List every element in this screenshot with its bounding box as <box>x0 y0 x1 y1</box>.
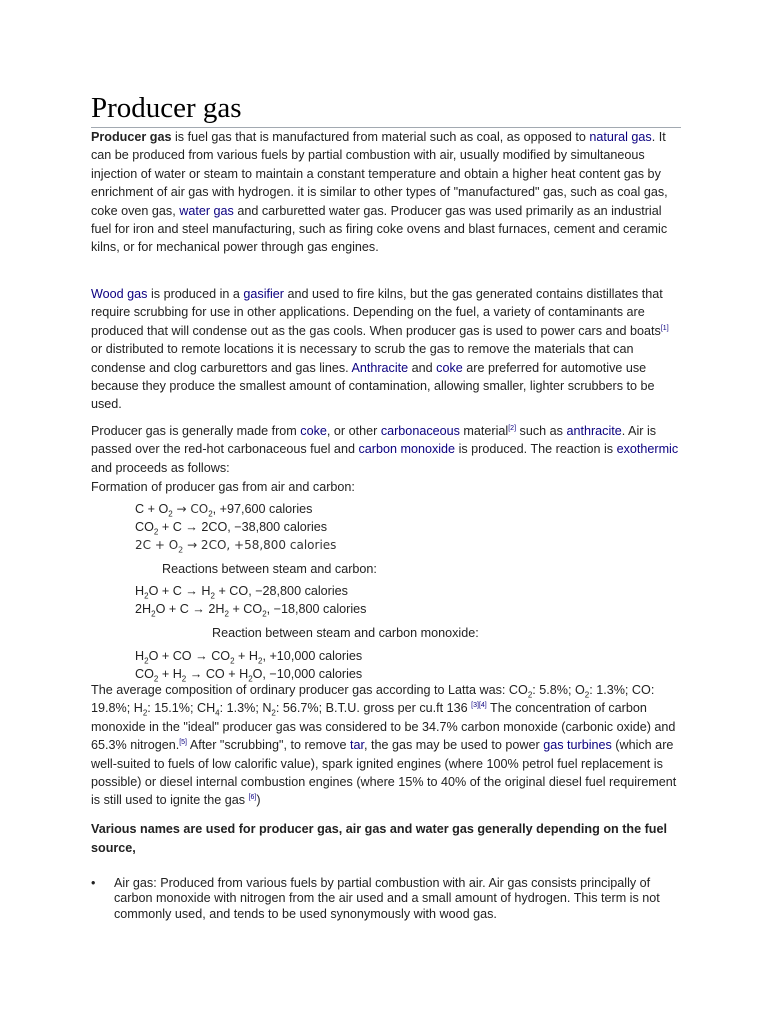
reference-3-4[interactable]: [3][4] <box>471 702 487 710</box>
gas-names-list <box>91 876 679 922</box>
link-natural-gas[interactable]: natural gas <box>589 130 652 144</box>
equation-4: $H_2O + C \to H_2$ + CO, −28,800 calories <box>135 584 348 601</box>
link-gas-turbines[interactable]: gas turbines <box>543 738 612 753</box>
link-anthracite[interactable]: Anthracite <box>351 360 409 375</box>
equation-7: $CO_2 + H_2$ → CO + $H_2O$, −10,000 calories <box>135 667 363 684</box>
reference-1[interactable]: [1] <box>660 324 669 332</box>
composition-paragraph: The average composition of ordinary producer gas according to Latta was: $CO_2$: 5.8%; $O_2$: 1.3%; CO: 19.8%; $H_2$: 15.1%; $CH_4$: 1.3%; $N_2$: 56.7%; B.T.U. gross per cu.ft 136 [3][4] The concentration of carbon monoxide in the "ideal" producer gas was considered to be 34.7% carbon monoxide (carbonic oxide) and 65.3% nitrogen.[5] After "scrubbing", to remove tar, the gas may be used to power gas turbines (which are well-suited to fuels of low calorific value), spark ignited engines (where 100% petrol fuel replacement is possible) or diesel internal combustion engines (where 15% to 40% of the original diesel fuel requirement is still used to ignite the gas [6]) <box>91 683 677 808</box>
reference-5[interactable]: [5] <box>179 739 188 747</box>
steam-co-heading: Reaction between steam and carbon monoxide: <box>212 626 479 640</box>
list-item: • Air gas: Produced from various fuels by partial combustion with air. Air gas consists principally of carbon monoxide with nitrogen from the air used and a small amount of hydrogen. This term is not commonly used, and tends to be used synonymously with wood gas. <box>91 876 660 921</box>
link-tar[interactable]: tar <box>349 738 364 753</box>
formation-heading: Formation of producer gas from air and carbon: <box>91 480 355 494</box>
link-carbon-monoxide[interactable]: carbon monoxide <box>358 442 456 457</box>
wood-gas-paragraph: Wood gas is produced in a gasifier and used to fire kilns, but the gas generated contains distillates that require scrubbing for use in other applications. Depending on the fuel, a variety of contaminants are produced that will condense out as the gas cools. When producer gas is used to power cars and boats[1] or distributed to remote locations it is necessary to scrub the gas to remove the materials that can condense and clog carburettors and gas lines. Anthracite and coke are preferred for automotive use because they produce the smallest amount of contamination, allowing smaller, lighter scrubbers to be used. <box>91 287 669 412</box>
production-paragraph: Producer gas is generally made from coke, or other carbonaceous material[2] such as anthracite. Air is passed over the red-hot carbonaceous fuel and carbon monoxide is produced. The reaction is exothermic and proceeds as follows: <box>91 424 679 475</box>
link-anthracite-2[interactable]: anthracite <box>566 424 622 438</box>
link-wood-gas[interactable]: Wood gas <box>91 287 148 301</box>
intro-paragraph: Producer gas is fuel gas that is manufactured from material such as coal, as opposed to natural gas. It can be produced from various fuels by partial combustion with air, usually modified by simultaneous injection of water or steam to maintain a constant temperature and obtain a higher heat content gas by enrichment of air gas with hydrogen. it is similar to other types of "manufactured" gas, such as coal gas, coke oven gas, water gas and carburetted water gas. Producer gas was used primarily as an industrial fuel for iron and steel manufacturing, such as firing coke ovens and blast furnaces, cement and ceramic kilns, or for mechanical power through gas engines. <box>91 130 668 255</box>
names-heading: Various names are used for producer gas, air gas and water gas generally depending on the fuel source, <box>91 822 667 855</box>
page-title: Producer gas <box>91 90 681 128</box>
equation-2: $CO_2 + C \to 2CO$, −38,800 calories <box>135 520 328 537</box>
equation-3: $2C + O_2 \to 2CO$, +58,800 calories <box>135 538 337 555</box>
link-coke-2[interactable]: coke <box>300 424 327 438</box>
link-gasifier[interactable]: gasifier <box>243 287 285 301</box>
link-coke[interactable]: coke <box>436 360 463 375</box>
bold-term: Producer gas <box>91 130 172 144</box>
bullet-icon: • <box>91 876 96 890</box>
reference-6[interactable]: [6] <box>248 794 257 802</box>
equation-5: $2H_2O + C \to 2H_2 + CO_2$, −18,800 calories <box>135 602 367 619</box>
reference-2[interactable]: [2] <box>508 424 517 432</box>
equation-1: $C + O_2 \to CO_2$, +97,600 calories <box>135 502 313 519</box>
link-exothermic[interactable]: exothermic <box>616 442 679 457</box>
equation-6: $H_2O$ + CO → $CO_2 + H_2$, +10,000 calories <box>135 649 363 666</box>
link-water-gas[interactable]: water gas <box>179 203 234 218</box>
steam-carbon-heading: Reactions between steam and carbon: <box>162 562 377 576</box>
link-carbonaceous[interactable]: carbonaceous <box>380 424 460 438</box>
